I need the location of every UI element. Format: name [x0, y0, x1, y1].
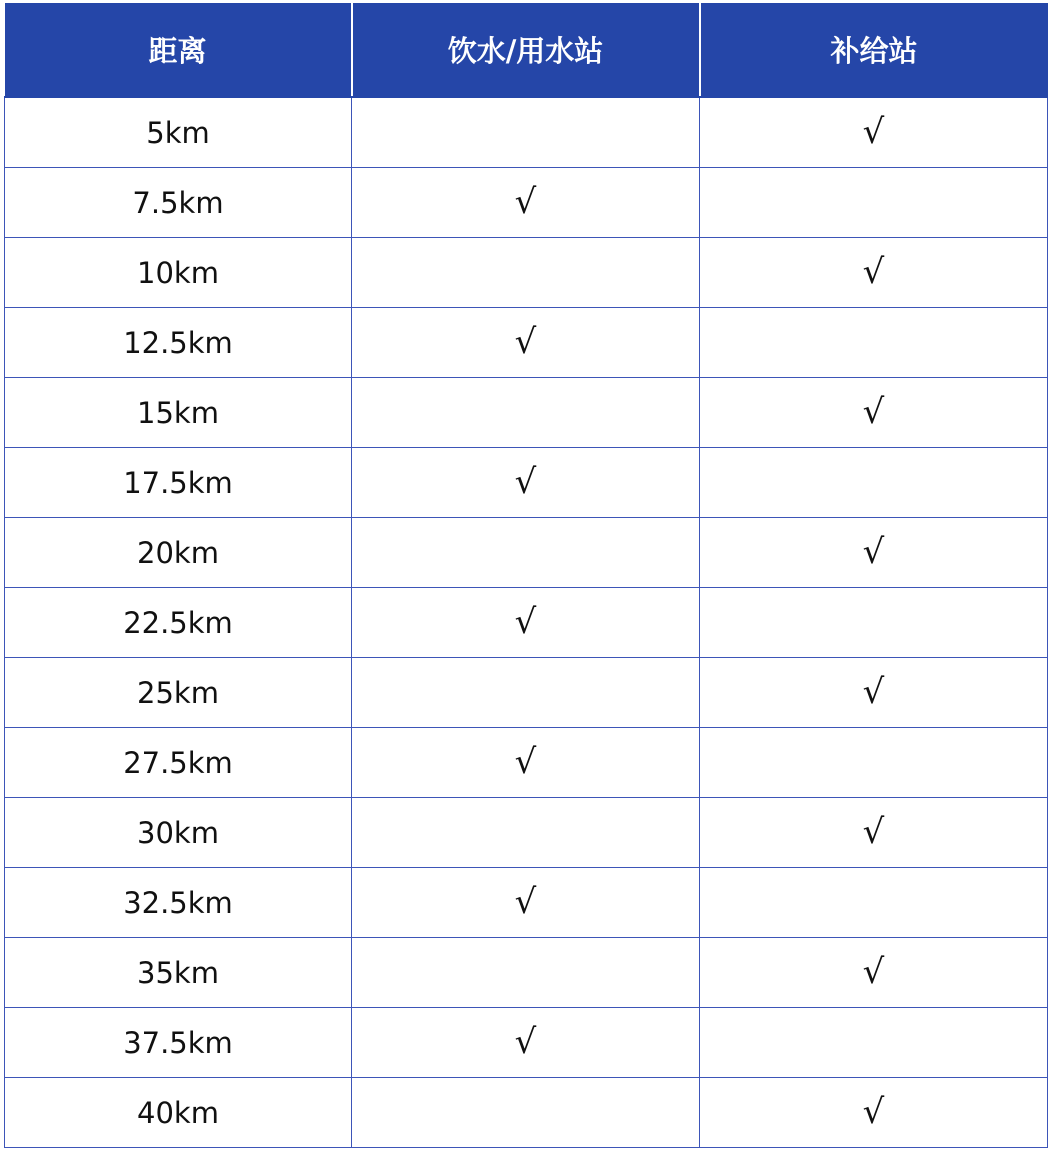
header-row [5, 3, 1048, 97]
checkmark-icon: √ [862, 812, 885, 852]
checkmark-icon: √ [862, 952, 885, 992]
table-row [5, 728, 1048, 798]
supply-station-cell [700, 378, 1048, 448]
distance-cell: 7.5km [5, 168, 352, 238]
table-row [5, 378, 1048, 448]
water-station-cell [352, 868, 700, 938]
water-station-cell [352, 728, 700, 798]
checkmark-icon: √ [862, 1092, 885, 1132]
distance-cell: 25km [5, 658, 352, 728]
table-row [5, 588, 1048, 658]
distance-cell: 20km [5, 518, 352, 588]
supply-station-cell [700, 238, 1048, 308]
distance-cell: 17.5km [5, 448, 352, 518]
distance-cell: 37.5km [5, 1008, 352, 1078]
water-station-cell [352, 588, 700, 658]
checkmark-icon: √ [862, 252, 885, 292]
water-station-cell [352, 798, 700, 868]
distance-cell: 35km [5, 938, 352, 1008]
supply-station-cell [700, 658, 1048, 728]
table-row [5, 168, 1048, 238]
table-row [5, 238, 1048, 308]
supply-station-cell [700, 97, 1048, 168]
station-table-container [4, 3, 1047, 1148]
distance-cell: 22.5km [5, 588, 352, 658]
water-station-cell [352, 1078, 700, 1148]
supply-station-cell [700, 938, 1048, 1008]
distance-cell: 40km [5, 1078, 352, 1148]
water-station-cell [352, 448, 700, 518]
checkmark-icon: √ [514, 182, 537, 222]
water-station-cell [352, 168, 700, 238]
table-row [5, 1078, 1048, 1148]
checkmark-icon: √ [862, 672, 885, 712]
supply-station-cell [700, 518, 1048, 588]
table-row [5, 868, 1048, 938]
checkmark-icon: √ [862, 112, 885, 152]
supply-station-cell [700, 798, 1048, 868]
water-station-cell [352, 238, 700, 308]
checkmark-icon: √ [514, 602, 537, 642]
water-station-cell [352, 518, 700, 588]
header-water-station: 饮水/用水站 [352, 3, 700, 97]
checkmark-icon: √ [862, 392, 885, 432]
distance-cell: 27.5km [5, 728, 352, 798]
supply-station-cell [700, 448, 1048, 518]
table-row [5, 518, 1048, 588]
header-distance: 距离 [5, 3, 352, 97]
checkmark-icon: √ [514, 322, 537, 362]
supply-station-cell [700, 168, 1048, 238]
table-row [5, 938, 1048, 1008]
water-station-cell [352, 308, 700, 378]
distance-cell: 10km [5, 238, 352, 308]
checkmark-icon: √ [514, 882, 537, 922]
checkmark-icon: √ [514, 1022, 537, 1062]
table-row [5, 308, 1048, 378]
water-station-cell [352, 1008, 700, 1078]
supply-station-cell [700, 1078, 1048, 1148]
supply-station-cell [700, 588, 1048, 658]
distance-cell: 30km [5, 798, 352, 868]
distance-cell: 5km [5, 97, 352, 168]
header-supply-station: 补给站 [700, 3, 1048, 97]
table-row [5, 448, 1048, 518]
supply-station-cell [700, 1008, 1048, 1078]
table-row [5, 798, 1048, 868]
water-station-cell [352, 378, 700, 448]
table-row [5, 1008, 1048, 1078]
water-station-cell [352, 938, 700, 1008]
table-header [5, 3, 1048, 97]
table-body [5, 97, 1048, 1148]
supply-station-cell [700, 308, 1048, 378]
water-station-cell [352, 97, 700, 168]
water-station-cell [352, 658, 700, 728]
distance-cell: 12.5km [5, 308, 352, 378]
table-row [5, 658, 1048, 728]
checkmark-icon: √ [862, 532, 885, 572]
checkmark-icon: √ [514, 462, 537, 502]
supply-station-cell [700, 728, 1048, 798]
distance-cell: 32.5km [5, 868, 352, 938]
checkmark-icon: √ [514, 742, 537, 782]
table-row [5, 97, 1048, 168]
supply-station-cell [700, 868, 1048, 938]
distance-cell: 15km [5, 378, 352, 448]
station-table [4, 3, 1048, 1148]
